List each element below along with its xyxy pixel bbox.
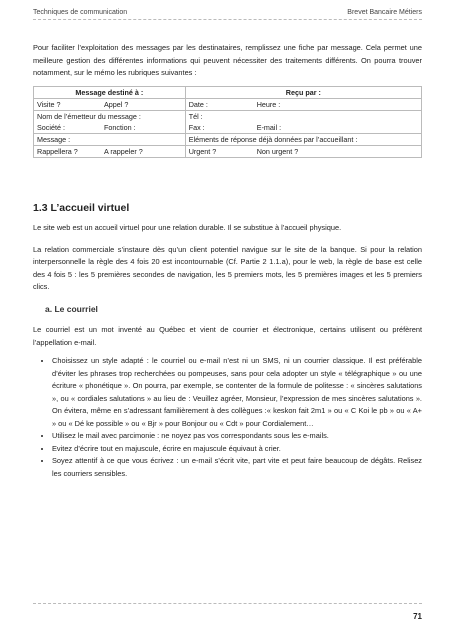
memo-nonurgent: Non urgent ?	[256, 146, 299, 156]
memo-fax: Fax :	[188, 122, 205, 132]
section-paragraph-2: La relation commerciale s’instaure dès qu’un client potentiel navigue sur le site de la banque. Si pour la relation interpersonnelle la règle des 4 fois 20 est incontournable (Cf. Partie 2 1.1.a), pour le web, la règle de base est celle des 4 fois 5 : les 5 premières secondes de navigation, les 5 premiers mots, les 5 premières images et les 5 premiers clics.	[33, 244, 422, 291]
memo-row-sender	[34, 110, 422, 133]
list-item: • Evitez d’écrire tout en majuscule, écrire en majuscule équivaut à crier.	[52, 443, 422, 456]
memo-heure: Heure :	[256, 99, 281, 109]
list-item: • Choisissez un style adapté : le courriel ou e-mail n’est ni un SMS, ni un courrier classique. Il est préférable d’éviter les phrases trop recherchées ou pompeuses, sans pour cela adopter un style « télégraphique » ou une écriture « phonétique ». On pourra, par exemple, se contenter de la formule de politesse : « sincères salutations », ou « cordiales salutations » au lieu de : Veuillez agréer, Monsieur, l’expression de mes sincères salutations ». On évitera, même en s’adressant familièrement à des collègues :« keskon fait 2m1 » ou « C Koi le pb » ou « A+ » ou « Dé ke possible » ou « Bjr » pour Bonjour ou « Cdt » pour Cordialement…	[52, 355, 422, 430]
memo-urgent: Urgent ?	[188, 146, 217, 156]
memo-societe: Société :	[37, 122, 65, 132]
section-paragraph-1: Le site web est un accueil virtuel pour une relation durable. Il se substitue à l’accueil physique.	[33, 223, 342, 232]
memo-emetteur: Nom de l’émetteur du message :	[37, 111, 141, 121]
memo-row-header	[34, 86, 422, 98]
footer-divider	[33, 603, 422, 604]
memo-email: E-mail :	[256, 122, 282, 132]
memo-col-left-title: Message destiné à :	[34, 86, 186, 98]
page-content	[33, 42, 422, 480]
memo-appel: Appel ?	[104, 99, 129, 109]
header-left: Techniques de communication	[33, 9, 128, 16]
section-title: 1.3 L’accueil virtuel	[33, 201, 130, 214]
page-header	[33, 9, 422, 20]
memo-row-visit	[34, 98, 422, 110]
memo-rappellera: Rappellera ?	[37, 146, 78, 156]
memo-visite: Visite ?	[37, 99, 61, 109]
memo-row-callback	[34, 145, 422, 157]
memo-row-message	[34, 133, 422, 145]
subsection-paragraph-1: Le courriel est un mot inventé au Québec et vient de courrier et électronique, certains utilisent ou préfèrent l’appellation e-mail.	[33, 325, 422, 347]
header-right: Brevet Bancaire Métiers	[347, 9, 422, 16]
memo-fonction: Fonction :	[104, 122, 136, 132]
memo-col-right-title: Reçu par :	[185, 86, 421, 98]
subsection-title: a. Le courriel	[45, 303, 98, 314]
list-item: • Soyez attentif à ce que vous écrivez : un e-mail s’écrit vite, part vite et peut faire beaucoup de dégâts. Relisez les courriers sensibles.	[52, 455, 422, 480]
memo-elements: Eléments de réponse déjà données par l’accueillant :	[185, 133, 421, 145]
intro-paragraph: Pour faciliter l’exploitation des messages par les destinataires, remplissez une fiche par message. Cela permet une meilleure gestion des différentes informations qui peuvent nécessiter des traitements différents. On pourra trouver notamment, sur le mémo les rubriques suivantes :	[33, 43, 422, 77]
page-number: 71	[413, 612, 422, 621]
memo-arappeler: A rappeler ?	[104, 146, 143, 156]
memo-table	[33, 86, 422, 158]
memo-tel: Tél :	[188, 111, 203, 121]
list-item: • Utilisez le mail avec parcimonie : ne noyez pas vos correspondants sous les e-mails.	[52, 430, 422, 443]
memo-message: Message :	[34, 133, 186, 145]
memo-date: Date :	[188, 99, 208, 109]
courriel-bullet-list	[33, 355, 422, 480]
